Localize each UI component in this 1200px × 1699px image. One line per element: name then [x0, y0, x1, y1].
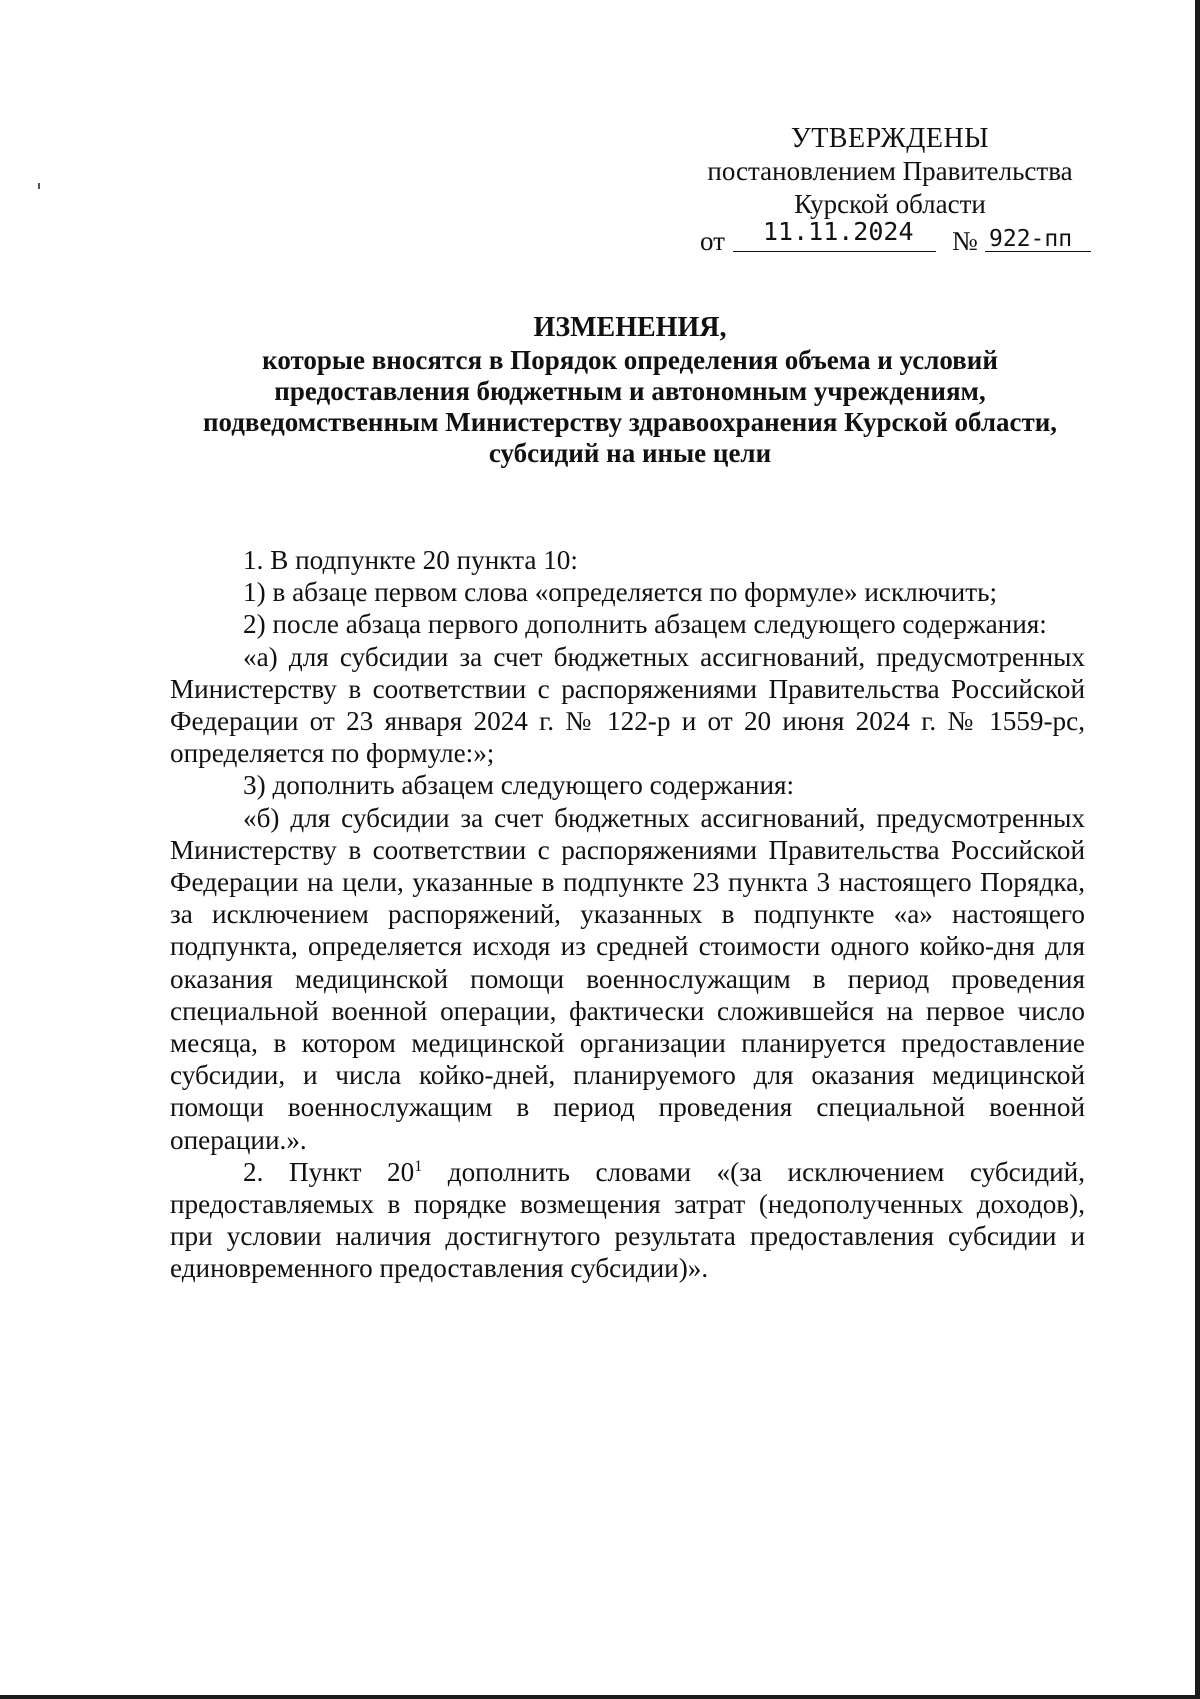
- body-paragraph: 3) дополнить абзацем следующего содержания:: [243, 770, 795, 801]
- body-paragraph: 2) после абзаца первого дополнить абзацем следующего содержания:: [243, 609, 1047, 640]
- body-paragraph-final: [170, 1156, 1085, 1285]
- superscript-mark: 1: [414, 1157, 423, 1175]
- approval-block: [690, 122, 1090, 257]
- title-line: предоставления бюджетным и автономным учреждениям,: [274, 376, 986, 406]
- number-field: [985, 221, 1091, 252]
- final-paragraph-start: 2. Пункт 20: [243, 1156, 415, 1187]
- title-line: которые вносятся в Порядок определения объема и условий: [262, 345, 998, 375]
- scan-edge-right: [1195, 0, 1200, 1699]
- document-body: [170, 544, 1085, 1285]
- title-heading: ИЗМЕНЕНИЯ,: [533, 312, 727, 343]
- approval-stamp-word: УТВЕРЖДЕНЫ: [790, 123, 990, 154]
- date-prefix: от: [700, 226, 725, 256]
- approval-region: Курской области: [794, 189, 986, 219]
- approval-number: 922-пп: [989, 226, 1073, 252]
- body-paragraph: 1. В подпункте 20 пункта 10:: [243, 545, 578, 575]
- title-line: подведомственным Министерству здравоохранения Курской области,: [202, 407, 1058, 437]
- approval-date-line: [690, 217, 1090, 257]
- body-paragraph: «а) для субсидии за счет бюджетных ассигнований, предусмотренных Министерству в соответствии с распоряжениями Правительства Российской Федерации от 23 января 2024 г. № 122-р и от 20 июня 2024 г. № 1559-рс, определяется по формуле:»;: [170, 641, 1085, 769]
- approval-date: 11.11.2024: [763, 217, 914, 246]
- body-paragraph: «б) для субсидии за счет бюджетных ассигнований, предусмотренных Министерству в соответствии с распоряжениями Правительства Российской Федерации на цели, указанные в подпункте 23 пункта 3 настоящего Порядка, за исключением распоряжений, указанных в подпункте «а» настоящего подпункта, определяется исходя из средней стоимости одного койко-дня для оказания медицинской помощи военнослужащим в период проведения специальной военной операции, фактически сложившейся на первое число месяца, в котором медицинской организации планируется предоставление субсидии, и числа койко-дней, планируемого для оказания медицинской помощи военнослужащим в период проведения специальной военной операции.».: [170, 802, 1085, 1155]
- number-prefix: №: [952, 226, 978, 256]
- scan-edge-bottom: [0, 1695, 1200, 1699]
- date-field: [733, 217, 936, 252]
- final-paragraph-rest: дополнить словами «(за исключением субсидий, предоставляемых в порядке возмещения затрат (недополученных доходов), при условии наличия достигнутого результата предоставления субсидии и единовременного предоставления субсидии)».: [170, 1156, 1086, 1284]
- body-paragraph: 1) в абзаце первом слова «определяется по формуле» исключить;: [243, 577, 998, 608]
- title-line: субсидий на иные цели: [488, 438, 772, 468]
- scan-speck: [38, 183, 40, 189]
- approval-authority: постановлением Правительства: [707, 156, 1073, 186]
- document-title: [160, 312, 1100, 469]
